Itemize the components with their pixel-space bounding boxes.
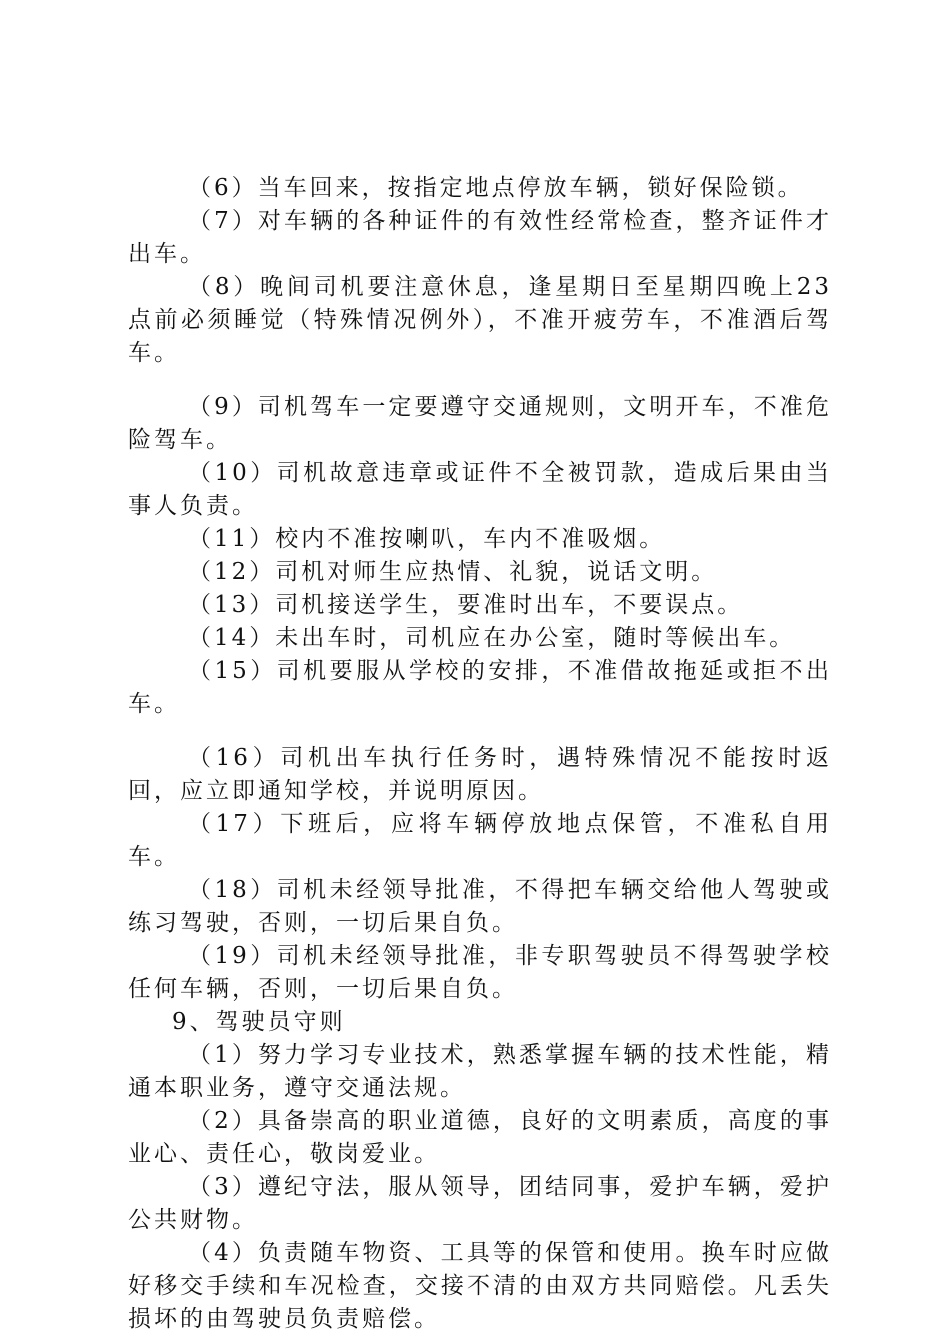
- section-heading-driver-code: 9、驾驶员守则: [172, 1009, 346, 1035]
- rule-paragraph-15: （15）司机要服从学校的安排，不准借故拖延或拒不出车。: [128, 658, 832, 717]
- rule-paragraph-19: （19）司机未经领导批准，非专职驾驶员不得驾驶学校任何车辆，否则，一切后果自负。: [128, 943, 832, 1002]
- rule-paragraph-8: （8）晚间司机要注意休息，逢星期日至星期四晚上23点前必须睡觉（特殊情况例外），不准开疲劳车，不准酒后驾车。: [128, 274, 832, 366]
- rule-paragraph-16: （16）司机出车执行任务时，遇特殊情况不能按时返回，应立即通知学校，并说明原因。: [128, 745, 832, 804]
- rule-paragraph-17: （17）下班后，应将车辆停放地点保管，不准私自用车。: [128, 811, 832, 870]
- rule-paragraph-11: （11）校内不准按喇叭，车内不准吸烟。: [188, 526, 666, 552]
- code-paragraph-2: （2）具备崇高的职业道德，良好的文明素质，高度的事业心、责任心，敬岗爱业。: [128, 1108, 832, 1167]
- rule-paragraph-10: （10）司机故意违章或证件不全被罚款，造成后果由当事人负责。: [128, 460, 832, 519]
- rule-paragraph-6: （6）当车回来，按指定地点停放车辆，锁好保险锁。: [188, 175, 804, 201]
- rule-paragraph-12: （12）司机对师生应热情、礼貌，说话文明。: [188, 559, 718, 585]
- rule-paragraph-18: （18）司机未经领导批准，不得把车辆交给他人驾驶或练习驾驶，否则，一切后果自负。: [128, 877, 832, 936]
- rule-paragraph-13: （13）司机接送学生，要准时出车，不要误点。: [188, 592, 744, 618]
- code-paragraph-1: （1）努力学习专业技术，熟悉掌握车辆的技术性能，精通本职业务，遵守交通法规。: [128, 1042, 832, 1101]
- code-paragraph-4: （4）负责随车物资、工具等的保管和使用。换车时应做好移交手续和车况检查，交接不清的由双方共同赔偿。凡丢失损坏的由驾驶员负责赔偿。: [128, 1240, 832, 1332]
- rule-paragraph-14: （14）未出车时，司机应在办公室，随时等候出车。: [188, 625, 796, 651]
- document-body: [128, 172, 832, 1336]
- rule-paragraph-9: （9）司机驾车一定要遵守交通规则，文明开车，不准危险驾车。: [128, 394, 832, 453]
- code-paragraph-3: （3）遵纪守法，服从领导，团结同事，爱护车辆，爱护公共财物。: [128, 1174, 832, 1233]
- rule-paragraph-7: （7）对车辆的各种证件的有效性经常检查，整齐证件才出车。: [128, 208, 832, 267]
